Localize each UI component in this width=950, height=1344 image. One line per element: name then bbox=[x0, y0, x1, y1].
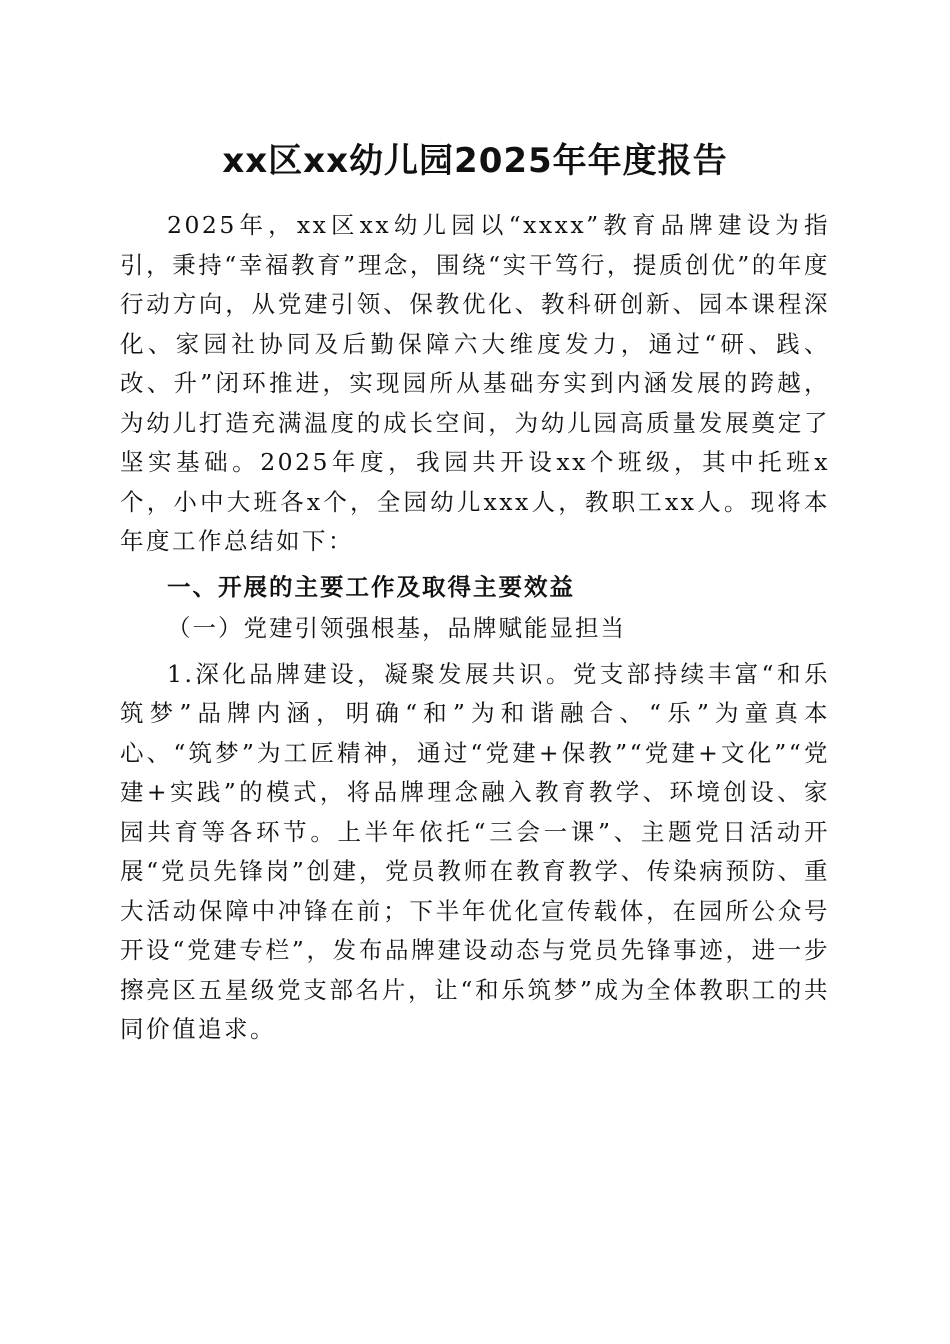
subsection-heading-1: （一）党建引领强根基，品牌赋能显担当 bbox=[167, 614, 626, 642]
intro-paragraph: 2025年，xx区xx幼儿园以“xxxx”教育品牌建设为指引，秉持“幸福教育”理念，围绕“实干笃行，提质创优”的年度行动方向，从党建引领、保教优化、教科研创新、园本课程深化、家园社协同及后勤保障六大维度发力，通过“研、践、改、升”闭环推进，实现园所从基础夯实到内涵发展的跨越，为幼儿打造充满温度的成长空间，为幼儿园高质量发展奠定了坚实基础。2025年度，我园共开设xx个班级，其中托班x个，小中大班各x个，全园幼儿xxx人，教职工xx人。现将本年度工作总结如下： bbox=[120, 211, 830, 555]
document-body bbox=[120, 206, 830, 1050]
document-title: xx区xx幼儿园2025年年度报告 bbox=[222, 141, 728, 181]
item-paragraph-1: 1.深化品牌建设，凝聚发展共识。党支部持续丰富“和乐筑梦”品牌内涵，明确“和”为和谐融合、“乐”为童真本心、“筑梦”为工匠精神，通过“党建+保教”“党建+文化”“党建+实践”的模式，将品牌理念融入教育教学、环境创设、家园共育等各环节。上半年依托“三会一课”、主题党日活动开展“党员先锋岗”创建，党员教师在教育教学、传染病预防、重大活动保障中冲锋在前；下半年优化宣传载体，在园所公众号开设“党建专栏”，发布品牌建设动态与党员先锋事迹，进一步擦亮区五星级党支部名片，让“和乐筑梦”成为全体教职工的共同价值追求。 bbox=[120, 659, 830, 1043]
section-heading-1: 一、开展的主要工作及取得主要效益 bbox=[167, 572, 575, 601]
